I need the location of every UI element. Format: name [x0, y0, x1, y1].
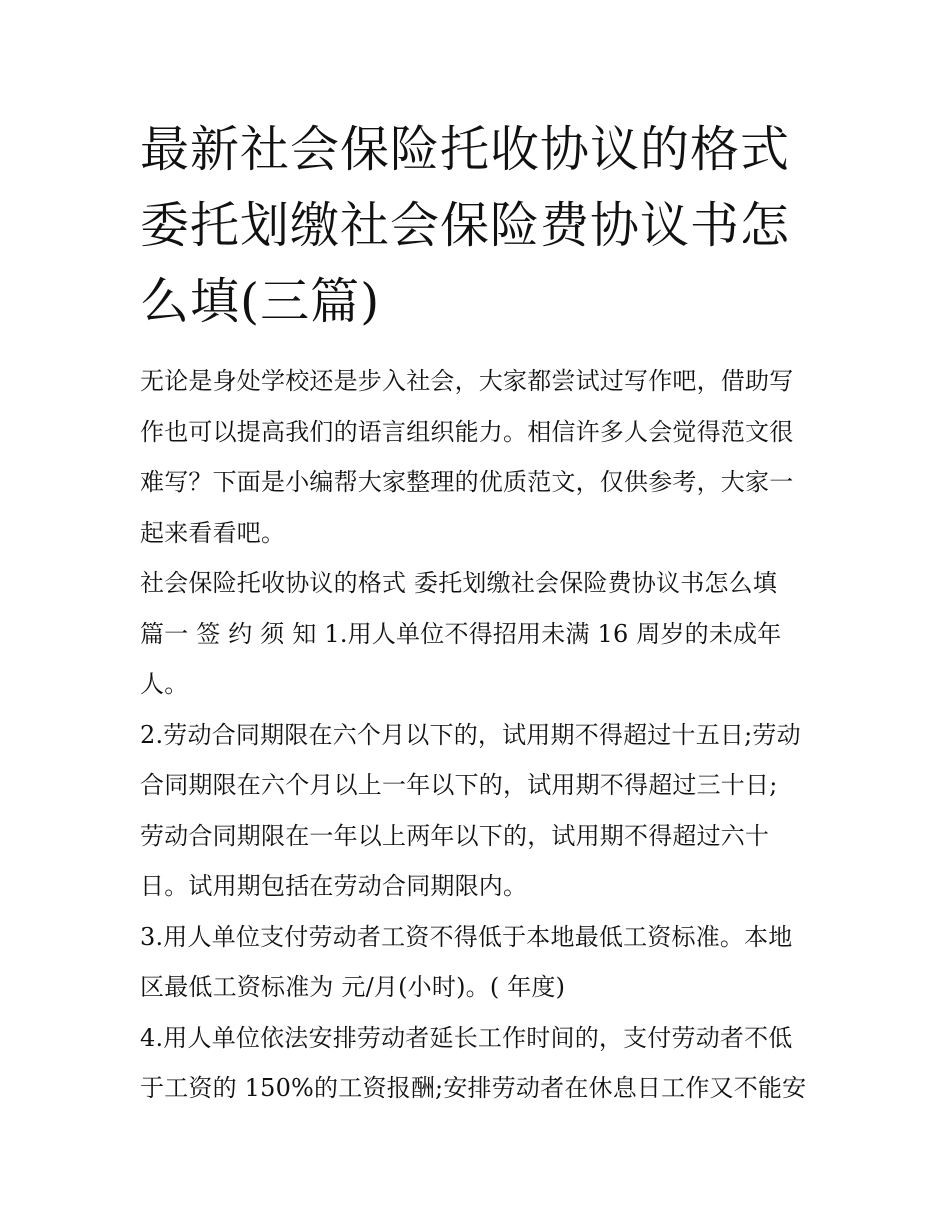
text-line: 人。: [140, 670, 189, 698]
clause-paragraph: [140, 710, 820, 912]
text-line: 区最低工资标准为 元/月(小时)。( 年度): [140, 973, 566, 1001]
text-line: 难写？下面是小编帮大家整理的优质范文，仅供参考，大家一: [140, 468, 794, 496]
title-line: 委托划缴社会保险费协议书怎: [140, 197, 791, 254]
text-line: 4.用人单位依法安排劳动者延长工作时间的，支付劳动者不低: [140, 1023, 793, 1052]
text-line: 日。试用期包括在劳动合同期限内。: [140, 872, 528, 900]
text-line: 无论是身处学校还是步入社会，大家都尝试过写作吧，借助写: [140, 367, 794, 395]
clause-paragraph: [140, 1013, 820, 1114]
text-line: 篇一 签 约 须 知 1.用人单位不得招用未满 16 周岁的未成年: [140, 619, 782, 648]
document-title: [140, 112, 820, 340]
title-line: 么填(三篇): [140, 273, 381, 330]
text-line: 起来看看吧。: [140, 518, 286, 547]
section-heading-paragraph: [140, 558, 820, 710]
text-line: 作也可以提高我们的语言组织能力。相信许多人会觉得范文很: [140, 417, 794, 446]
text-line: 3.用人单位支付劳动者工资不得低于本地最低工资标准。本地: [140, 922, 793, 951]
text-line: 合同期限在六个月以上一年以下的，试用期不得超过三十日;: [140, 771, 778, 799]
text-line: 劳动合同期限在一年以上两年以下的，试用期不得超过六十: [140, 821, 770, 850]
clause-paragraph: [140, 912, 820, 1013]
intro-paragraph: [140, 356, 820, 558]
document-body: [140, 356, 820, 1114]
text-line: 社会保险托收协议的格式 委托划缴社会保险费协议书怎么填: [140, 569, 778, 597]
text-line: 2.劳动合同期限在六个月以下的，试用期不得超过十五日;劳动: [140, 720, 801, 749]
text-line: 于工资的 150%的工资报酬;安排劳动者在休息日工作又不能安: [140, 1074, 807, 1102]
title-line: 最新社会保险托收协议的格式: [140, 121, 791, 178]
